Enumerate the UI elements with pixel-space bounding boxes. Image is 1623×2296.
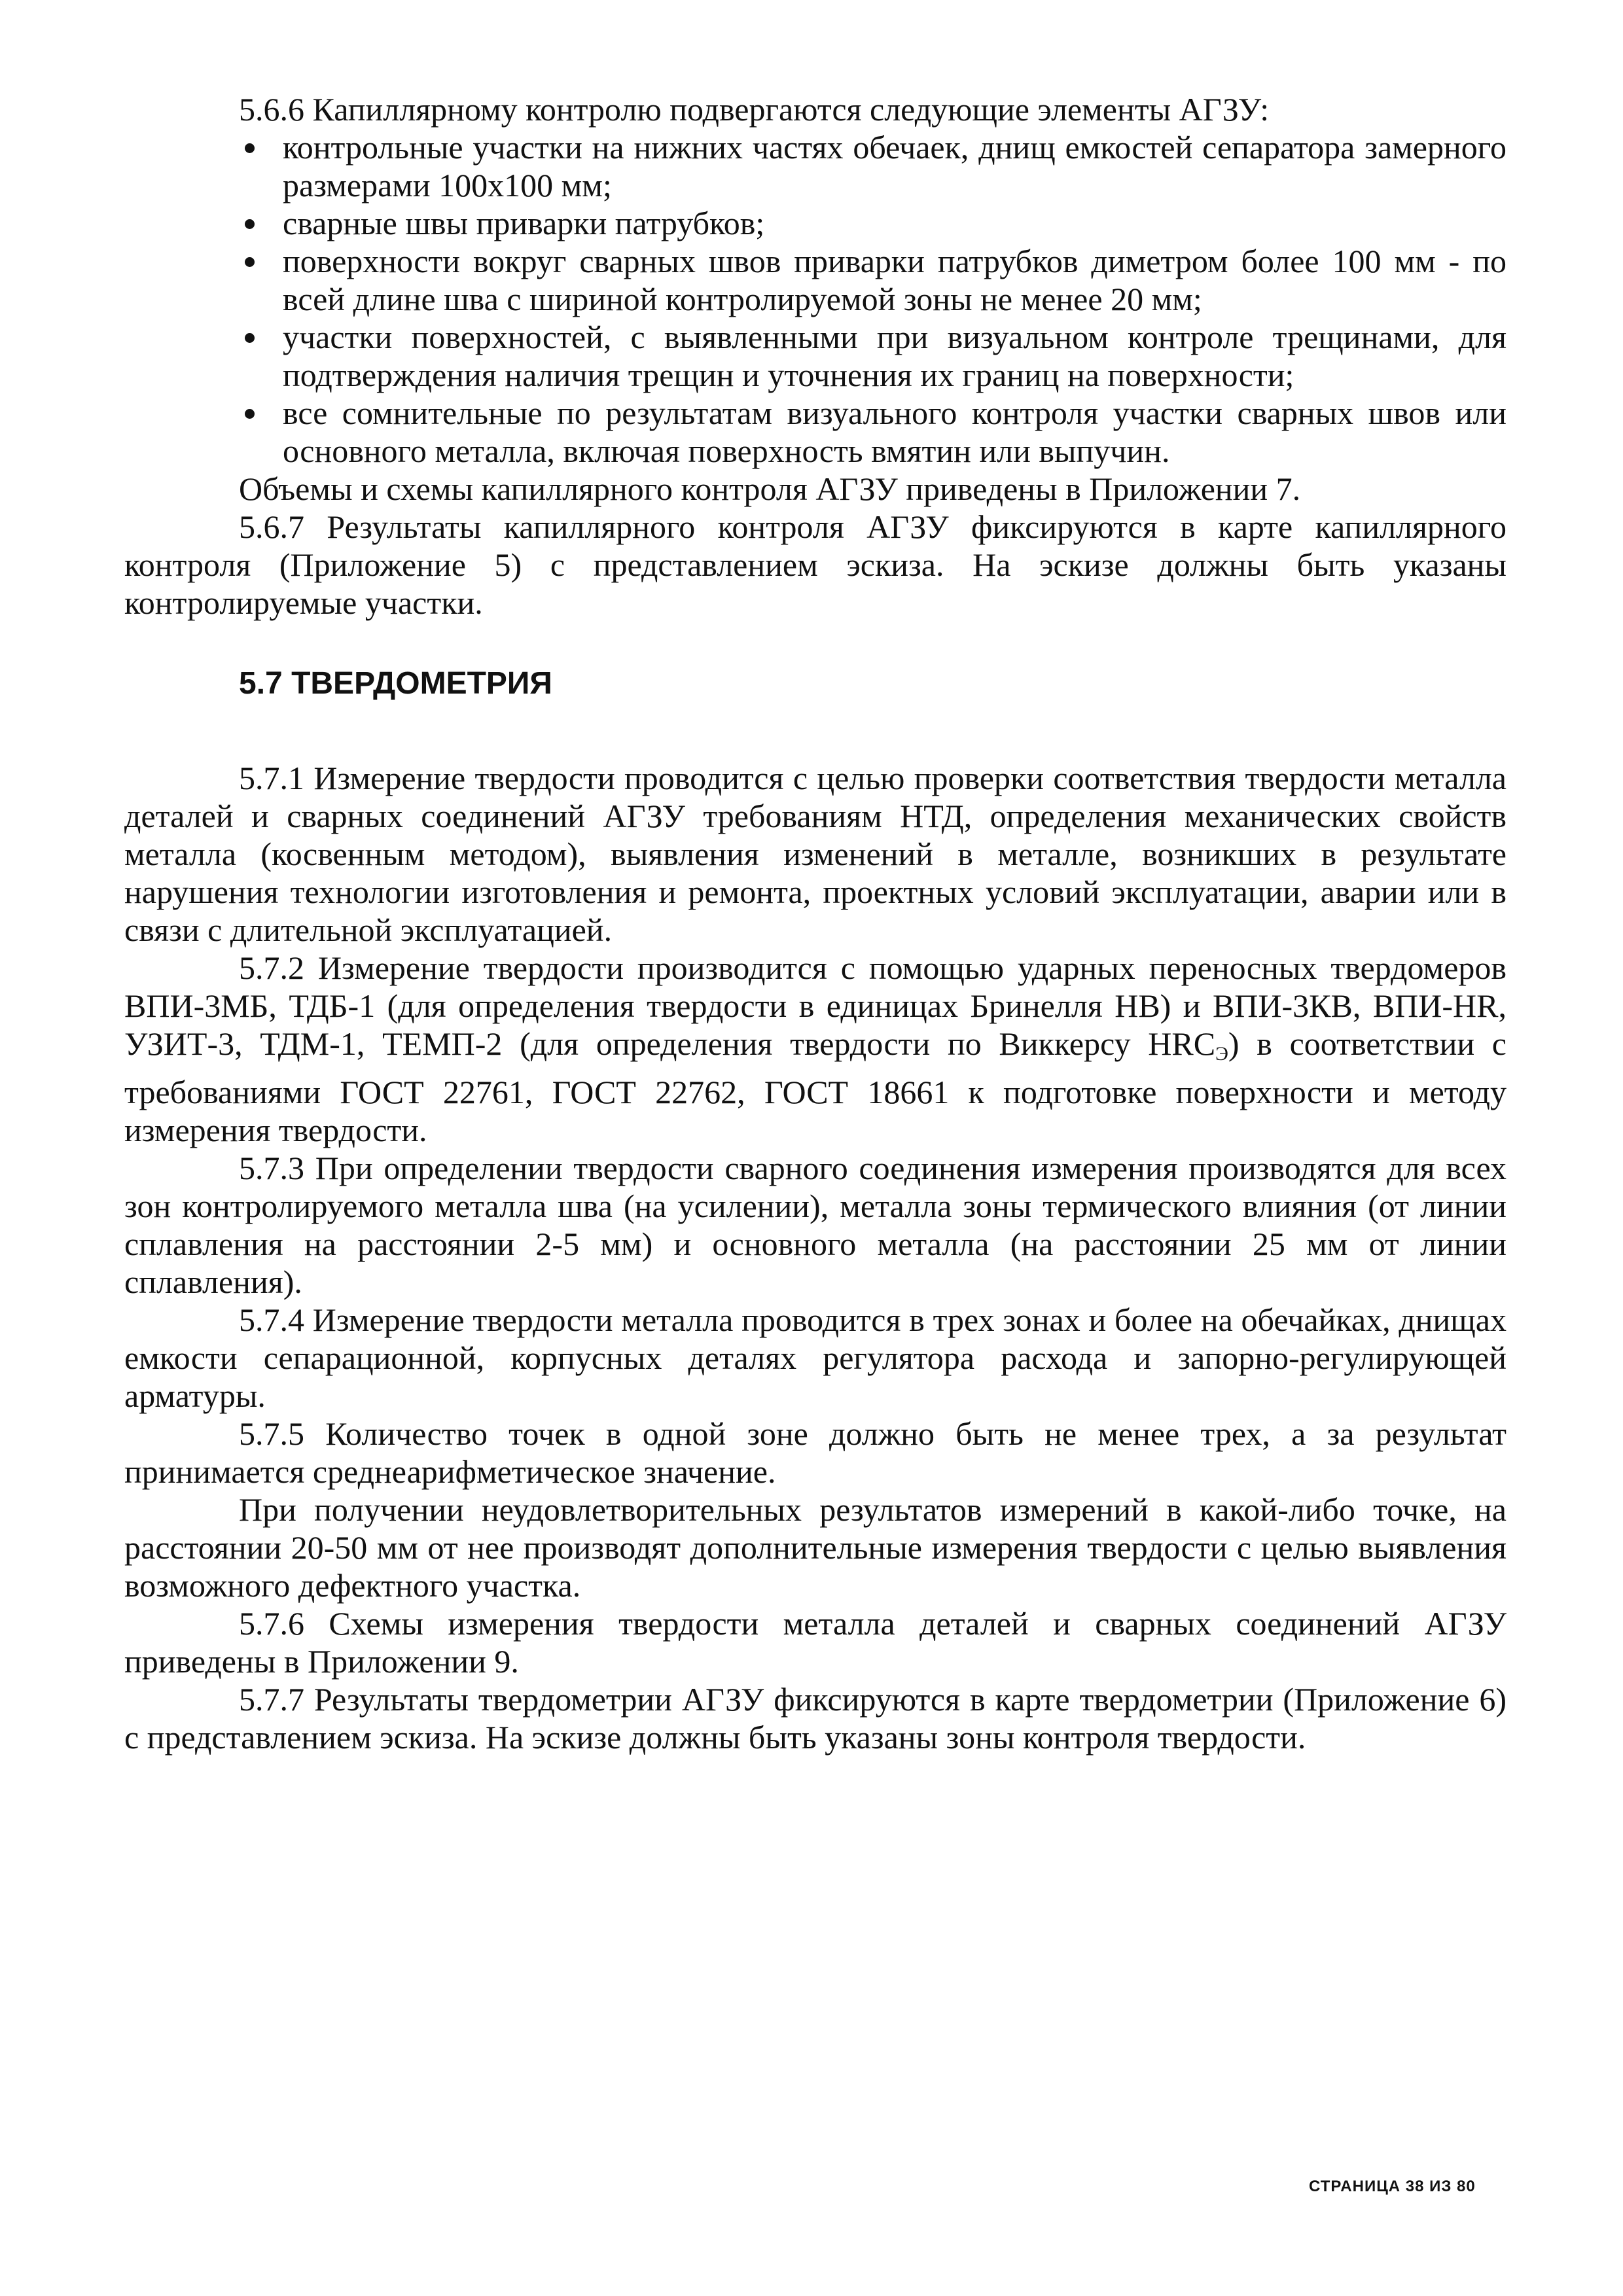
list-item	[124, 204, 1507, 242]
paragraph-5-7-6: 5.7.6 Схемы измерения твердости металла деталей и сварных соединений АГЗУ приведены в Приложении 9.	[124, 1605, 1507, 1680]
paragraph-5-6-7: 5.6.7 Результаты капиллярного контроля АГЗУ фиксируются в карте капиллярного контроля (Приложение 5) с представлением эскиза. На эскизе должны быть указаны контролируемые участки.	[124, 508, 1507, 621]
bullet-text: участки поверхностей, с выявленными при визуальном контроле трещинами, для подтверждения наличия трещин и уточнения их границ на поверхности;	[283, 319, 1507, 393]
paragraph-5-7-4: 5.7.4 Измерение твердости металла проводится в трех зонах и более на обечайках, днищах емкости сепарационной, корпусных деталях регулятора расхода и запорно-регулирующей арматуры.	[124, 1301, 1507, 1414]
bullet-text: сварные швы приварки патрубков;	[283, 205, 765, 241]
bullet-icon	[245, 257, 255, 267]
section-heading-5-7: 5.7 ТВЕРДОМЕТРИЯ	[239, 666, 552, 701]
bullet-icon	[245, 219, 255, 229]
document-page	[124, 90, 1507, 1756]
paragraph-5-6-6-intro: 5.6.6 Капиллярному контролю подвергаются следующие элементы АГЗУ:	[239, 91, 1270, 128]
bullet-icon	[245, 409, 255, 419]
paragraph-5-7-2	[124, 949, 1507, 1149]
paragraph-5-7-2-part-b: ) в соответствии с требованиями ГОСТ 22761, ГОСТ 22762, ГОСТ 18661 к подготовке поверхности и методу измерения твердости.	[124, 1025, 1507, 1148]
list-item	[124, 242, 1507, 318]
paragraph-5-7-3: 5.7.3 При определении твердости сварного соединения измерения производятся для всех зон контролируемого металла шва (на усилении), металла зоны термического влияния (от линии сплавления на расстоянии 2-5 мм) и основного металла (на расстоянии 25 мм от линии сплавления).	[124, 1150, 1507, 1300]
bullet-icon	[245, 143, 255, 153]
paragraph-5-7-5: 5.7.5 Количество точек в одной зоне должно быть не менее трех, а за результат принимается среднеарифметическое значение.	[124, 1415, 1507, 1490]
bullet-icon	[245, 333, 255, 343]
hrc-subscript: Э	[1215, 1043, 1228, 1065]
bullet-text: все сомнительные по результатам визуального контроля участки сварных швов или основного металла, включая поверхность вмятин или выпучин.	[283, 395, 1507, 469]
page-number: СТРАНИЦА 38 ИЗ 80	[1309, 2178, 1476, 2195]
paragraph-5-6-6-after: Объемы и схемы капиллярного контроля АГЗУ приведены в Приложении 7.	[239, 470, 1301, 507]
list-item	[124, 394, 1507, 470]
bullet-list-capillary-elements	[124, 128, 1507, 470]
paragraph-5-7-5-continued: При получении неудовлетворительных результатов измерений в какой-либо точке, на расстоянии 20-50 мм от нее производят дополнительные измерения твердости с целью выявления возможного дефектного участка.	[124, 1491, 1507, 1604]
list-item	[124, 128, 1507, 204]
list-item	[124, 318, 1507, 394]
bullet-text: контрольные участки на нижних частях обечаек, днищ емкостей сепаратора замерного размерами 100х100 мм;	[283, 129, 1507, 203]
bullet-text: поверхности вокруг сварных швов приварки патрубков диметром более 100 мм - по всей длине шва с шириной контролируемой зоны не менее 20 мм;	[283, 243, 1507, 317]
paragraph-5-7-7: 5.7.7 Результаты твердометрии АГЗУ фиксируются в карте твердометрии (Приложение 6) с представлением эскиза. На эскизе должны быть указаны зоны контроля твердости.	[124, 1681, 1507, 1756]
paragraph-5-7-2-part-a: 5.7.2 Измерение твердости производится с помощью ударных переносных твердомеров ВПИ-3МБ, ТДБ-1 (для определения твердости в единицах Бринелля НВ) и ВПИ-3КВ, ВПИ-HR, УЗИТ-3, ТДМ-1, ТЕМП-2 (для определения твердости по Виккерсу HRC	[124, 949, 1507, 1062]
paragraph-5-7-1: 5.7.1 Измерение твердости проводится с целью проверки соответствия твердости металла деталей и сварных соединений АГЗУ требованиям НТД, определения механических свойств металла (косвенным методом), выявления изменений в металле, возникших в результате нарушения технологии изготовления и ремонта, проектных условий эксплуатации, аварии или в связи с длительной эксплуатацией.	[124, 760, 1507, 948]
